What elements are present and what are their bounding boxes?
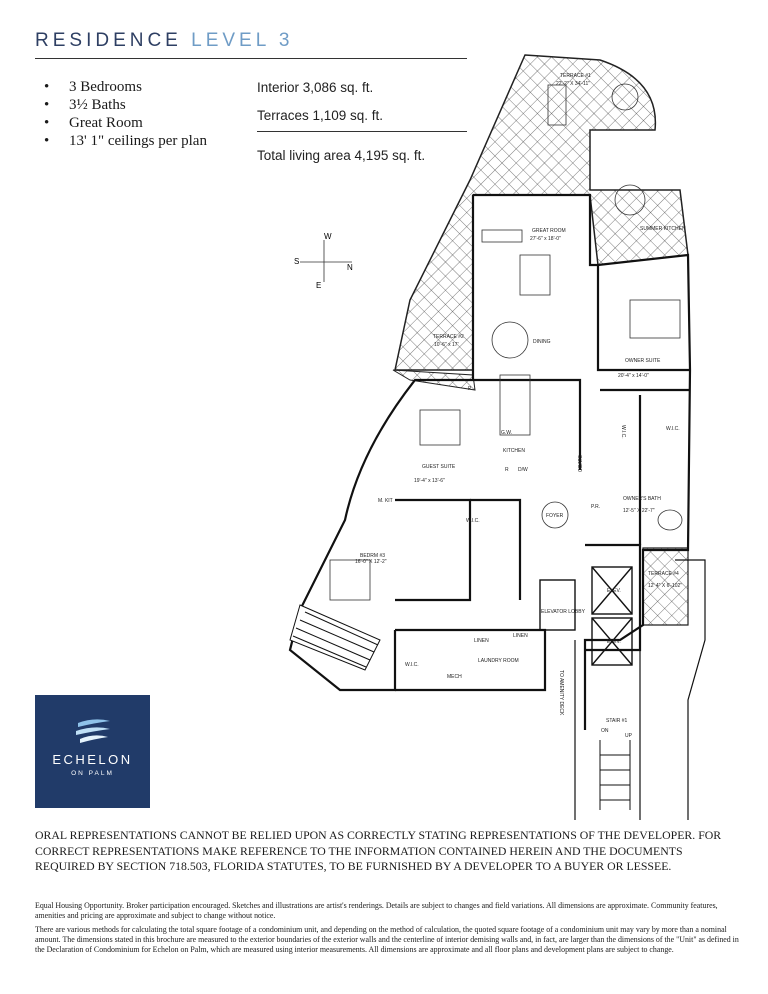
label-bedrm3-dim: 16'-0" X 12'-2" [355,559,387,565]
disclaimer-main: ORAL REPRESENTATIONS CANNOT BE RELIED UPON AS CORRECTLY STATING REPRESENTATIONS OF THE DEVELOPER. FOR CORRECT REPRESENTATIONS MAKE REFERENCE TO THE INFORMATION CONTAINED HEREIN AND THE DOCUMENTS REQUIRED BY SECTION 718.503, FLORIDA STATUTES, TO BE FURNISHED BY A DEVELOPER TO A BUYER OR LESSEE. [35,828,722,873]
label-elev1: ELEV. [607,588,621,594]
label-great-room-dim: 27'-6" x 18'-0" [530,236,561,242]
total-area: Total living area 4,195 sq. ft. [257,148,426,163]
compass-e: E [316,281,322,290]
label-foyer: FOYER [546,513,564,519]
interior-area: Interior 3,086 sq. ft. [257,80,374,95]
feature-item: • 3 Bedrooms [44,78,207,96]
label-terrace4: TERRACE #4 [648,571,679,577]
label-p: P [468,386,472,392]
label-terrace2: TERRACE #2 [433,334,464,340]
label-wic4: W.I.C. [620,425,626,439]
label-dw: D/W [518,467,528,473]
terrace-hatch [395,55,688,370]
compass-n: N [347,263,353,272]
label-elevator-lobby: ELEVATOR LOBBY [541,609,585,615]
disclaimer-p1: Equal Housing Opportunity. Broker participation encouraged. Sketches and illustrations are artist's renderings. Details are subject to changes and field variations. All dimensions are approximate. Community features, amenities and pricing are approximate and subject to change without notice. [35,901,718,920]
label-linen1: LINEN [474,638,489,644]
label-elev2: ELEV. [607,639,621,645]
label-terrace1: TERRACE #1 [560,73,591,79]
label-great-room: GREAT ROOM [532,228,566,234]
logo-name: ECHELON [52,752,133,767]
compass-s: S [294,257,300,266]
label-terrace4-dim: 12' 4" X 6'-102" [648,583,683,589]
terrace-area: Terraces 1,109 sq. ft. [257,108,384,123]
label-guest-suite-dim: 19'-4" x 13'-6" [414,478,445,484]
label-owner-suite: OWNER SUITE [625,358,661,364]
label-dining: DINING [533,339,551,345]
label-r: R [505,467,509,473]
label-on: ON [601,728,609,734]
label-terrace1-dim: 22'-2" X 34'-11" [556,81,590,87]
echelon-logo [35,695,150,808]
logo-sub: ON PALM [71,770,114,777]
label-coats: COATS [578,455,584,472]
label-pr: P.R. [591,504,601,510]
label-linen2: LINEN [513,633,528,639]
compass-w: W [324,232,332,241]
title-level: LEVEL 3 [191,30,294,51]
label-owner-suite-dim: 20'-4" x 14'-0" [618,373,649,379]
label-laundry: LAUNDRY ROOM [478,658,519,664]
label-wic3: W.I.C. [466,518,480,524]
label-owners-bath: OWNER'S BATH [623,496,661,502]
label-bedrm3: BEDRM #3 [360,553,386,559]
label-to-amenity: TO AMENITY DECK [558,670,564,716]
label-owners-bath-dim: 12'-5" X 22'-7" [623,508,655,514]
label-kitchen: KITCHEN [503,448,525,454]
label-wic2: W.I.C. [405,662,419,668]
label-m-kit: M. KIT [378,498,393,504]
feature-item: • 3½ Baths [44,96,207,114]
disclaimer-p2: There are various methods for calculating the total square footage of a condominium unit, and depending on the method of calculation, the quoted square footage of a condominium unit may vary by more than a nominal amount. The dimensions stated in this brochure are measured to the exterior boundaries of the exterior walls and the centerline of interior demising walls and, in fact, are larger than the dimensions of the "Unit" as defined in the Declaration of Condominium for Echelon on Palm, which are measured using interior measurements. All dimensions are approximate and all floor plans and development plans are subject to change. [35,925,739,954]
wave-logo-icon [74,717,112,747]
label-summer-kitchen: SUMMER KITCHEN [640,226,686,232]
feature-item: • Great Room [44,114,207,132]
feature-item: • 13' 1" ceilings per plan [44,132,207,150]
label-wic: W.I.C. [666,426,680,432]
label-terrace2-dim: 10'-6" x 17' [434,342,459,348]
label-guest-suite: GUEST SUITE [422,464,456,470]
label-stair: STAIR #1 [606,718,628,724]
label-mech: MECH [447,674,462,680]
title-residence: RESIDENCE [35,30,182,51]
label-up: UP [625,733,632,739]
label-gw: G.W. [501,430,513,436]
